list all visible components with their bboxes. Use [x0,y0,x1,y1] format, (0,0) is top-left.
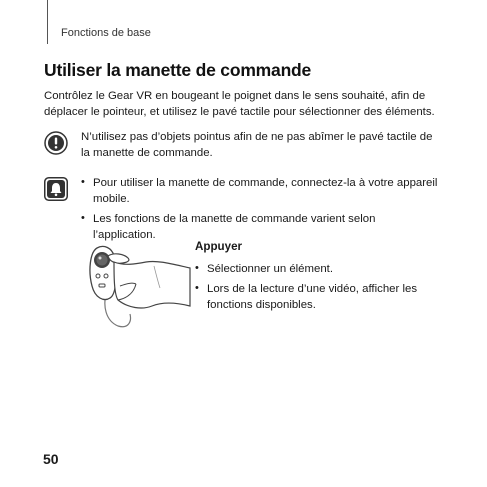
action-item: • Lors de la lecture d’une vidéo, afficher les fonctions disponibles. [195,281,435,313]
action-item: • Sélectionner un élément. [195,261,435,277]
header-divider [47,0,48,44]
intro-paragraph: Contrôlez le Gear VR en bougeant le poignet dans le sens souhaité, afin de déplacer le pointeur, et utilisez le pavé tactile pour sélectionner des éléments. [44,90,435,118]
caution-icon [44,131,68,155]
page-number: 50 [43,451,59,467]
bell-notice-icon [44,177,68,201]
action-description [195,240,435,317]
hand-controller-illustration [62,236,192,336]
notice-item: • Les fonctions de la manette de commande varient selon l’application. [81,211,441,243]
caution-text: N’utilisez pas d’objets pointus afin de ne pas abîmer le pavé tactile de la manette de commande. [81,131,433,159]
section-title: Fonctions de base [61,27,151,39]
notice-item: • Pour utiliser la manette de commande, connectez-la à votre appareil mobile. [81,175,441,207]
action-title: Appuyer [195,240,243,253]
page-heading: Utiliser la manette de commande [44,60,312,80]
